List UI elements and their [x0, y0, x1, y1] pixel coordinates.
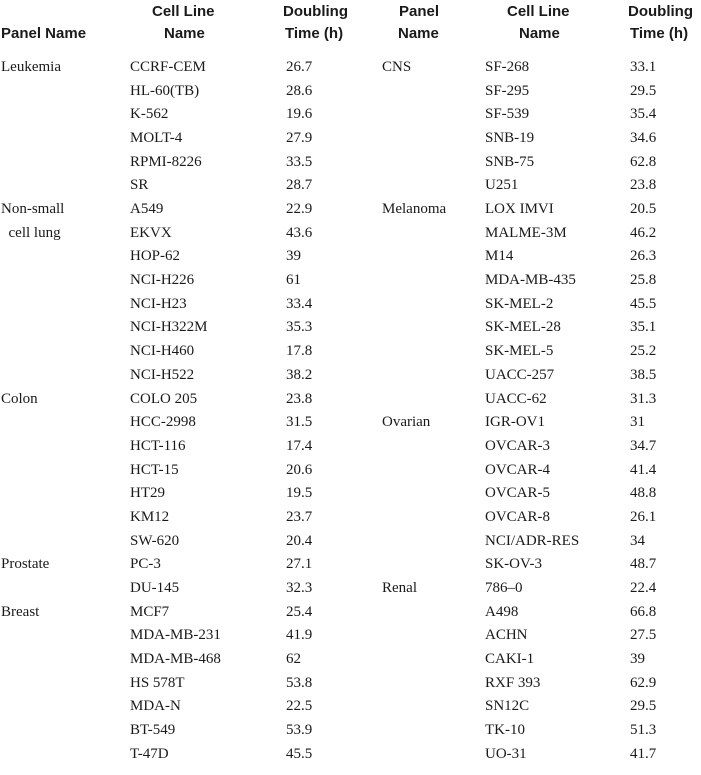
right-doubling-time-cell: 51.3 [630, 722, 657, 738]
header-doubling-left-2: Time (h) [285, 25, 344, 42]
left-cell-line-cell: NCI-H322M [130, 319, 208, 335]
left-doubling-time-cell: 39 [286, 248, 301, 264]
header-cell-line-left-2: Name [164, 25, 205, 42]
right-doubling-time-cell: 34.7 [630, 438, 657, 454]
right-cell-line-cell: SF-268 [485, 59, 530, 75]
right-panel-name-cell: Renal [382, 580, 417, 596]
right-cell-line-cell: TK-10 [485, 722, 525, 738]
right-cell-line-cell: SNB-75 [485, 154, 535, 170]
right-cell-line-cell: OVCAR-4 [485, 462, 551, 478]
left-cell-line-cell: T-47D [130, 746, 169, 762]
right-doubling-time-cell: 46.2 [630, 225, 657, 241]
left-doubling-time-cell: 35.3 [286, 319, 313, 335]
left-cell-line-cell: NCI-H522 [130, 367, 195, 383]
left-doubling-time-cell: 53.8 [286, 675, 313, 691]
left-cell-line-cell: MDA-MB-231 [130, 627, 221, 643]
header-cell-line-right-1: Cell Line [507, 3, 570, 20]
left-cell-line-cell: NCI-H23 [130, 296, 187, 312]
right-doubling-time-cell: 26.1 [630, 509, 657, 525]
left-cell-line-cell: A549 [130, 201, 164, 217]
left-doubling-time-cell: 19.6 [286, 106, 313, 122]
left-cell-line-cell: PC-3 [130, 556, 161, 572]
right-cell-line-cell: U251 [485, 177, 519, 193]
right-doubling-time-cell: 41.7 [630, 746, 657, 762]
left-doubling-time-cell: 20.6 [286, 462, 313, 478]
left-doubling-time-cell: 62 [286, 651, 301, 667]
right-doubling-time-cell: 25.2 [630, 343, 657, 359]
left-doubling-time-cell: 33.5 [286, 154, 313, 170]
left-doubling-time-cell: 45.5 [286, 746, 313, 762]
right-cell-line-cell: SK-MEL-2 [485, 296, 554, 312]
right-doubling-time-cell: 45.5 [630, 296, 657, 312]
right-doubling-time-cell: 33.1 [630, 59, 657, 75]
right-doubling-time-cell: 35.4 [630, 106, 657, 122]
right-cell-line-cell: ACHN [485, 627, 528, 643]
left-doubling-time-cell: 23.8 [286, 391, 313, 407]
right-cell-line-cell: UACC-257 [485, 367, 555, 383]
left-cell-line-cell: HOP-62 [130, 248, 181, 264]
header-doubling-left-1: Doubling [283, 3, 348, 20]
right-cell-line-cell: 786–0 [485, 580, 523, 596]
right-doubling-time-cell: 29.5 [630, 698, 657, 714]
left-doubling-time-cell: 27.1 [286, 556, 313, 572]
left-cell-line-cell: SR [130, 177, 149, 193]
right-doubling-time-cell: 34.6 [630, 130, 657, 146]
left-cell-line-cell: EKVX [130, 225, 172, 241]
right-doubling-time-cell: 48.7 [630, 556, 657, 572]
left-panel-name-cell: Prostate [1, 556, 50, 572]
left-doubling-time-cell: 28.7 [286, 177, 313, 193]
right-doubling-time-cell: 62.9 [630, 675, 657, 691]
right-panel-name-cell: Ovarian [382, 414, 431, 430]
right-cell-line-cell: CAKI-1 [485, 651, 535, 667]
header-panel-right-1: Panel [399, 3, 440, 20]
left-doubling-time-cell: 61 [286, 272, 301, 288]
header-cell-line-right-2: Name [519, 25, 560, 42]
left-cell-line-cell: MCF7 [130, 604, 170, 620]
right-cell-line-cell: RXF 393 [485, 675, 541, 691]
left-doubling-time-cell: 53.9 [286, 722, 313, 738]
right-cell-line-cell: UACC-62 [485, 391, 547, 407]
right-doubling-time-cell: 39 [630, 651, 645, 667]
right-cell-line-cell: SN12C [485, 698, 530, 714]
right-panel-name-cell: CNS [382, 59, 412, 75]
left-cell-line-cell: KM12 [130, 509, 170, 525]
left-doubling-time-cell: 17.4 [286, 438, 313, 454]
right-cell-line-cell: SF-295 [485, 83, 530, 99]
right-doubling-time-cell: 38.5 [630, 367, 657, 383]
right-doubling-time-cell: 27.5 [630, 627, 657, 643]
right-cell-line-cell: SK-MEL-5 [485, 343, 554, 359]
left-doubling-time-cell: 22.5 [286, 698, 313, 714]
left-doubling-time-cell: 28.6 [286, 83, 313, 99]
left-doubling-time-cell: 27.9 [286, 130, 313, 146]
right-cell-line-cell: OVCAR-3 [485, 438, 551, 454]
right-cell-line-cell: OVCAR-5 [485, 485, 551, 501]
right-cell-line-cell: MALME-3M [485, 225, 567, 241]
left-cell-line-cell: MDA-MB-468 [130, 651, 221, 667]
left-doubling-time-cell: 31.5 [286, 414, 313, 430]
right-doubling-time-cell: 34 [630, 533, 645, 549]
right-doubling-time-cell: 20.5 [630, 201, 657, 217]
right-panel-name-cell: Melanoma [382, 201, 447, 217]
right-doubling-time-cell: 26.3 [630, 248, 657, 264]
right-doubling-time-cell: 23.8 [630, 177, 657, 193]
left-panel-name-cell: Non-small [1, 201, 65, 217]
left-doubling-time-cell: 41.9 [286, 627, 313, 643]
left-doubling-time-cell: 43.6 [286, 225, 313, 241]
header-panel-right-2: Name [398, 25, 439, 42]
right-cell-line-cell: MDA-MB-435 [485, 272, 576, 288]
left-cell-line-cell: RPMI-8226 [130, 154, 202, 170]
right-cell-line-cell: IGR-OV1 [485, 414, 545, 430]
left-cell-line-cell: NCI-H460 [130, 343, 195, 359]
left-panel-name-cell: Breast [1, 604, 40, 620]
left-doubling-time-cell: 19.5 [286, 485, 313, 501]
left-cell-line-cell: HCT-15 [130, 462, 179, 478]
left-cell-line-cell: NCI-H226 [130, 272, 195, 288]
left-doubling-time-cell: 23.7 [286, 509, 313, 525]
right-doubling-time-cell: 22.4 [630, 580, 657, 596]
left-doubling-time-cell: 25.4 [286, 604, 313, 620]
header-doubling-right-1: Doubling [628, 3, 693, 20]
left-doubling-time-cell: 22.9 [286, 201, 313, 217]
left-cell-line-cell: K-562 [130, 106, 169, 122]
left-cell-line-cell: DU-145 [130, 580, 180, 596]
right-cell-line-cell: SNB-19 [485, 130, 535, 146]
left-panel-name-cell: cell lung [1, 225, 61, 241]
left-cell-line-cell: HCT-116 [130, 438, 186, 454]
right-doubling-time-cell: 25.8 [630, 272, 657, 288]
right-doubling-time-cell: 66.8 [630, 604, 657, 620]
right-cell-line-cell: NCI/ADR-RES [485, 533, 580, 549]
right-cell-line-cell: A498 [485, 604, 519, 620]
left-doubling-time-cell: 33.4 [286, 296, 313, 312]
left-cell-line-cell: MDA-N [130, 698, 181, 714]
left-doubling-time-cell: 32.3 [286, 580, 313, 596]
left-doubling-time-cell: 20.4 [286, 533, 313, 549]
left-panel-name-cell: Leukemia [1, 59, 61, 75]
header-panel-name-left: Panel Name [1, 25, 87, 42]
right-cell-line-cell: OVCAR-8 [485, 509, 551, 525]
left-doubling-time-cell: 38.2 [286, 367, 313, 383]
left-cell-line-cell: HCC-2998 [130, 414, 196, 430]
right-cell-line-cell: SK-OV-3 [485, 556, 542, 572]
right-cell-line-cell: UO-31 [485, 746, 527, 762]
right-cell-line-cell: SF-539 [485, 106, 530, 122]
left-cell-line-cell: CCRF-CEM [130, 59, 206, 75]
right-cell-line-cell: LOX IMVI [485, 201, 554, 217]
left-panel-name-cell: Colon [1, 391, 38, 407]
left-cell-line-cell: HL-60(TB) [130, 83, 200, 99]
right-doubling-time-cell: 41.4 [630, 462, 657, 478]
right-doubling-time-cell: 31 [630, 414, 645, 430]
right-doubling-time-cell: 31.3 [630, 391, 657, 407]
right-doubling-time-cell: 35.1 [630, 319, 657, 335]
left-cell-line-cell: COLO 205 [130, 391, 198, 407]
left-doubling-time-cell: 17.8 [286, 343, 313, 359]
left-cell-line-cell: HS 578T [130, 675, 185, 691]
right-doubling-time-cell: 29.5 [630, 83, 657, 99]
header-cell-line-left-1: Cell Line [152, 3, 215, 20]
right-cell-line-cell: SK-MEL-28 [485, 319, 561, 335]
left-cell-line-cell: BT-549 [130, 722, 176, 738]
left-cell-line-cell: SW-620 [130, 533, 180, 549]
right-doubling-time-cell: 48.8 [630, 485, 657, 501]
left-cell-line-cell: MOLT-4 [130, 130, 183, 146]
right-doubling-time-cell: 62.8 [630, 154, 657, 170]
left-cell-line-cell: HT29 [130, 485, 165, 501]
right-cell-line-cell: M14 [485, 248, 514, 264]
left-doubling-time-cell: 26.7 [286, 59, 313, 75]
header-doubling-right-2: Time (h) [630, 25, 689, 42]
